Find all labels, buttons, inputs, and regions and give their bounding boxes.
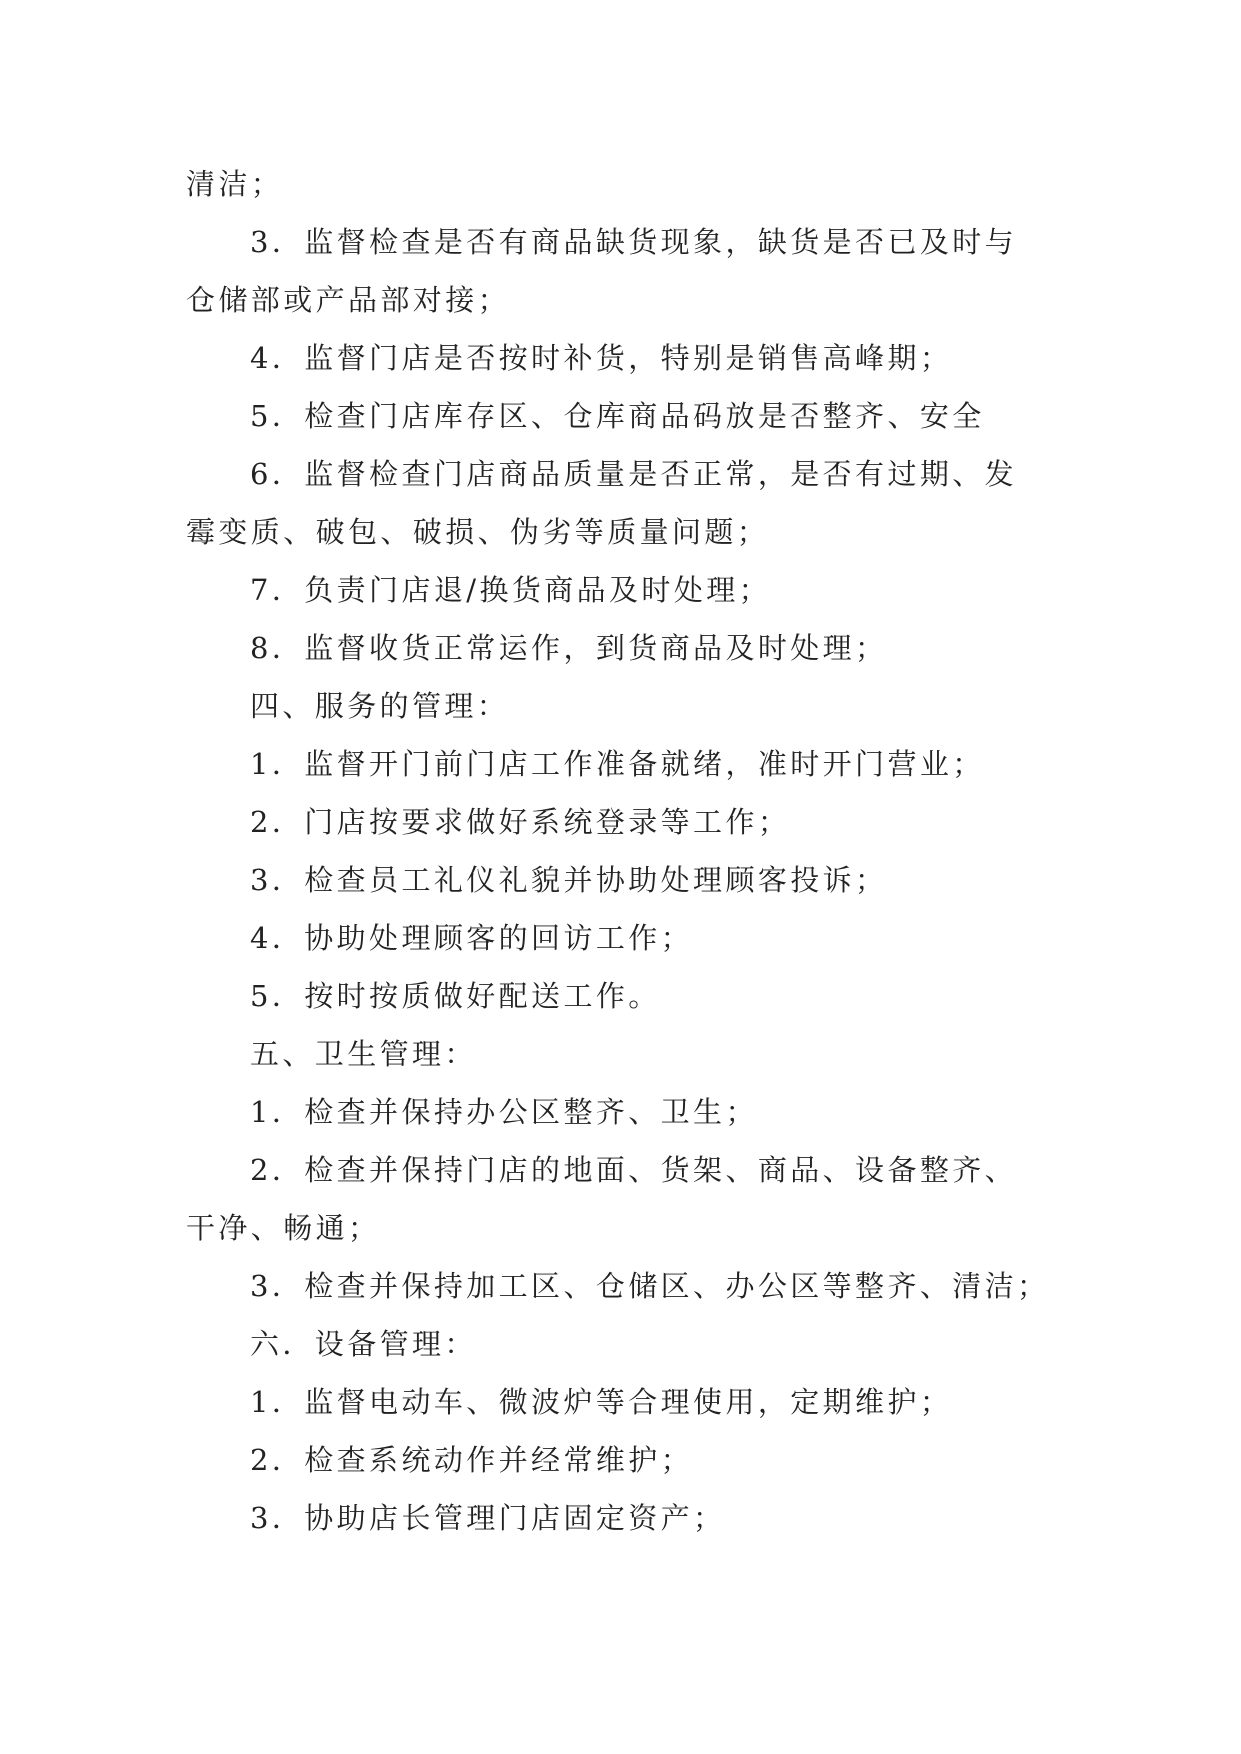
text-line: 2．检查系统动作并经常维护； [250,1443,694,1477]
text-line: 1．监督电动车、微波炉等合理使用，定期维护； [250,1385,953,1419]
text-line: 5．检查门店库存区、仓库商品码放是否整齐、安全 [250,399,985,433]
text-line: 6．监督检查门店商品质量是否正常，是否有过期、发 [250,457,1018,491]
text-line: 3．检查员工礼仪礼貌并协助处理顾客投诉； [250,863,888,897]
text-line: 3．监督检查是否有商品缺货现象，缺货是否已及时与 [250,225,1018,259]
text-line: 1．检查并保持办公区整齐、卫生； [250,1095,758,1129]
section-heading: 四、服务的管理： [250,689,510,723]
section-heading: 六．设备管理： [250,1327,477,1361]
text-line: 仓储部或产品部对接； [186,283,511,317]
text-line: 7．负责门店退/换货商品及时处理； [250,573,772,607]
text-line: 霉变质、破包、破损、伪劣等质量问题； [186,515,770,549]
text-line: 3．协助店长管理门店固定资产； [250,1501,726,1535]
text-line: 2．门店按要求做好系统登录等工作； [250,805,791,839]
section-heading: 五、卫生管理： [250,1037,477,1071]
text-line: 8．监督收货正常运作，到货商品及时处理； [250,631,888,665]
text-line: 2．检查并保持门店的地面、货架、商品、设备整齐、 [250,1153,1018,1187]
text-line: 3．检查并保持加工区、仓储区、办公区等整齐、清洁； [250,1269,1050,1303]
text-line: 5．按时按质做好配送工作。 [250,979,661,1013]
text-line: 4．监督门店是否按时补货，特别是销售高峰期； [250,341,953,375]
text-line: 1．监督开门前门店工作准备就绪，准时开门营业； [250,747,985,781]
text-line: 清洁； [186,167,284,201]
text-line: 干净、畅通； [186,1211,381,1245]
text-line: 4．协助处理顾客的回访工作； [250,921,694,955]
